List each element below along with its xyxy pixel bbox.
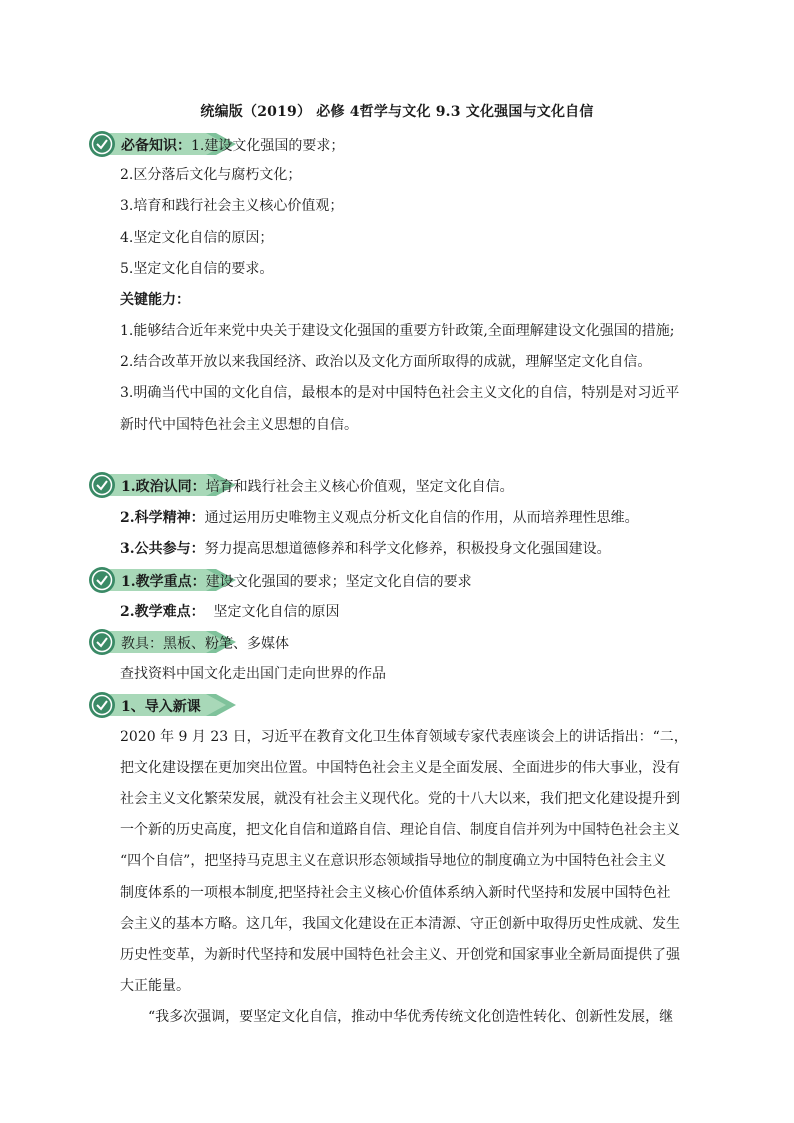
knowledge-item: 5.坚定文化自信的要求。 [120,261,274,277]
body-line: 历史性变革，为新时代坚持和发展中国特色社会主义、开创党和国家事业全新局面提供了强 [120,947,680,963]
literacy-item [120,509,639,527]
banner-rest: 教具：黑板、粉笔、多媒体 [121,636,289,652]
banner-rest: 建设文化强国的要求；坚定文化自信的要求 [205,574,472,590]
knowledge-item: 3.培育和践行社会主义核心价值观； [120,198,344,214]
banner-label: 1、导入新课 [121,699,201,715]
ability-heading: 关键能力： [120,292,190,308]
body-line: 制度体系的一项根本制度,把坚持社会主义核心价值体系纳入新时代坚持和发展中国特色社 [120,885,671,901]
difficulty-label: 2.教学难点： [120,604,205,620]
banner-text [121,476,514,496]
banner-text [121,571,472,591]
section-banner-literacy [88,470,514,500]
banner-rest: 培育和践行社会主义核心价值观，坚定文化自信。 [205,479,514,495]
difficulty-item [120,603,340,621]
ability-item: 2.结合改革开放以来我国经济、政治以及文化方面所取得的成就，理解坚定文化自信。 [120,354,652,370]
body-line: “我多次强调，要坚定文化自信，推动中华优秀传统文化创造性转化、创新性发展，继 [148,1009,674,1025]
banner-text [121,696,201,716]
body-line: “四个自信”，把坚持马克思主义在意识形态领域指导地位的制度确立为中国特色社会主义 [120,853,667,869]
literacy-item [120,540,611,558]
knowledge-item: 4.坚定文化自信的原因； [120,230,274,246]
banner-label: 1.政治认同： [121,479,206,495]
literacy-label: 2.科学精神： [120,510,205,526]
section-banner-intro [88,690,243,720]
section-banner-focus [88,565,472,595]
literacy-text: 努力提高思想道德修养和科学文化修养，积极投身文化强国建设。 [204,541,611,557]
body-line: 会主义的基本方略。这几年，我国文化建设在正本清源、守正创新中取得历史性成就、发生 [120,916,680,932]
body-line: 大正能量。 [120,978,190,994]
banner-text [121,135,344,155]
literacy-text: 通过运用历史唯物主义观点分析文化自信的作用，从而培养理性思维。 [204,510,639,526]
banner-label: 1.教学重点： [121,574,206,590]
tools-line: 查找资料中国文化走出国门走向世界的作品 [120,666,386,682]
difficulty-text: 坚定文化自信的原因 [204,604,340,620]
ability-item: 3.明确当代中国的文化自信，最根本的是对中国特色社会主义文化的自信，特别是对习近平 [120,385,680,401]
section-banner-tools [88,627,289,657]
body-line: 2020 年 9 月 23 日，习近平在教育文化卫生体育领域专家代表座谈会上的讲话指出：“二， [120,729,688,745]
ability-item: 1.能够结合近年来党中央关于建设文化强国的重要方针政策,全面理解建设文化强国的措施; [120,323,675,339]
document-title: 统编版（2019） 必修 4哲学与文化 9.3 文化强国与文化自信 [200,104,594,120]
literacy-label: 3.公共参与： [120,541,205,557]
banner-label: 必备知识： [121,138,191,154]
body-line: 一个新的历史高度，把文化自信和道路自信、理论自信、制度自信并列为中国特色社会主义 [120,822,680,838]
body-line: 把文化建设摆在更加突出位置。中国特色社会主义是全面发展、全面进步的伟大事业，没有 [120,760,680,776]
knowledge-item: 2.区分落后文化与腐朽文化； [120,167,302,183]
body-line: 社会主义文化繁荣发展，就没有社会主义现代化。党的十八大以来，我们把文化建设提升到 [120,791,680,807]
banner-text [121,633,289,653]
banner-rest: 1.建设文化强国的要求； [191,138,345,154]
section-banner-knowledge [88,129,345,159]
ability-item: 新时代中国特色社会主义思想的自信。 [120,417,358,433]
